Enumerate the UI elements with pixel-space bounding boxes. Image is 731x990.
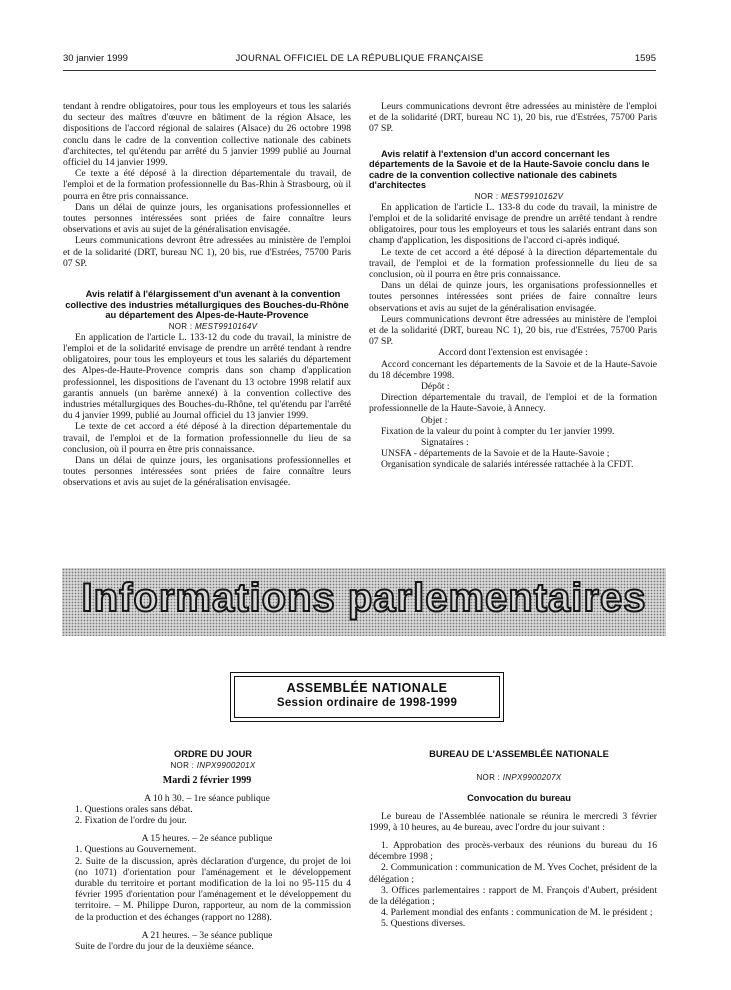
session-date: Mardi 2 février 1999 (162, 775, 252, 787)
assembly-name: ASSEMBLÉE NATIONALE (286, 681, 448, 695)
list-item: 1. Questions orales sans débat. (75, 803, 193, 815)
list-item: 3. Offices parlementaires : rapport de M. François d'Aubert, président de la délégation ; (369, 884, 657, 908)
header-rule (63, 70, 656, 71)
notice-title: Avis relatif à l'extension d'un accord concernant les départements de la Savoie et de la Haute-Savoie conclu dans le cadre de la convention collective nationale des cabinets d'architectes (369, 148, 650, 191)
ordre-du-jour-section (63, 749, 351, 952)
signataires-label: Signataires : (421, 437, 469, 449)
nor-label: NOR : (474, 191, 499, 201)
paragraph: Le texte de cet accord a été déposé à la direction départementale du travail, de l'emploi et de la formation professionnelle du lieu de sa conclusion, où il pourra en être pris connaissance. (63, 421, 351, 455)
paragraph: tendant à rendre obligatoires, pour tous les employeurs et tous les salariés du secteur des maîtres d'œuvre en bâtiment de la région Alsace, les dispositions de l'accord régional de salaires (Alsace) du 26 octobre 1998 conclu dans le cadre de la convention collective nationale des cabinets d'architectes, tel qu'étendu par arrêté du 5 janvier 1999 publié au Journal officiel du 14 janvier 1999. (63, 101, 351, 169)
paragraph: En application de l'article L. 133-12 du code du travail, la ministre de l'emploi et de la solidarité envisage de prendre un arrêté tendant à rendre obligatoires, pour tous les employeurs et tous les salariés du département des Alpes-de-Haute-Provence compris dans son champ d'application professionnel, les dispositions de l'avenant du 13 octobre 1998 relatif aux garantis annuels (un barème annexé) à la convention collective des industries métallurgiques des Bouches-du-Rhône, tel qu'étendu par l'arrêté du 4 janvier 1999, publié au Journal officiel du 13 janvier 1999. (63, 331, 351, 422)
list-item: 1. Questions au Gouvernement. (75, 844, 197, 856)
nor-reference (63, 760, 351, 771)
nor-label: NOR : (170, 761, 195, 771)
right-column (369, 101, 657, 471)
depot-label: Dépôt : (421, 381, 450, 393)
paragraph: Organisation syndicale de salariés intéressée rattachée à la CFDT. (381, 459, 634, 471)
session-heading: A 15 heures. – 2e séance publique (141, 833, 273, 845)
paragraph: Leurs communications devront être adressées au ministère de l'emploi et de la solidarité (DRT, bureau NC 1), 20 bis, rue d'Estrées, 75700 Paris 07 SP. (369, 313, 657, 348)
paragraph: Accord concernant les départements de la Savoie et de la Haute-Savoie du 18 décembre 1998. (369, 358, 657, 381)
nor-reference (369, 191, 657, 202)
left-column (63, 101, 351, 489)
section-title: ORDRE DU JOUR (174, 749, 252, 759)
paragraph: UNSFA - départements de la Savoie et de la Haute-Savoie ; (381, 448, 610, 460)
objet-label: Objet : (421, 414, 448, 426)
bureau-section (369, 749, 657, 930)
list-item: 2. Fixation de l'ordre du jour. (75, 815, 187, 827)
nor-reference (369, 772, 657, 783)
session-heading: A 21 heures. – 3e séance publique (141, 929, 273, 941)
assembly-box (230, 672, 504, 722)
nor-code: MEST9910162V (500, 191, 564, 201)
convocation-title: Convocation du bureau (467, 793, 571, 804)
section-title: BUREAU DE L'ASSEMBLÉE NATIONALE (429, 749, 609, 759)
paragraph: Fixation de la valeur du point à compter du 1er janvier 1999. (381, 425, 615, 437)
paragraph: Dans un délai de quinze jours, les organisations professionnelles et toutes personnes intéressées sont priées de faire connaître leurs observations et avis au sujet de la généralisation envisagée. (63, 454, 351, 489)
header-page-number: 1595 (634, 53, 656, 64)
header-date: 30 janvier 1999 (63, 53, 128, 64)
section-banner (62, 568, 666, 636)
paragraph: Leurs communications devront être adressées au ministère de l'emploi et de la solidarité (DRT, bureau NC 1), 20 bis, rue d'Estrées, 75700 Paris 07 SP. (369, 101, 657, 135)
extension-label: Accord dont l'extension est envisagée : (438, 347, 588, 359)
session-name: Session ordinaire de 1998-1999 (276, 697, 458, 709)
paragraph: Ce texte a été déposé à la direction départementale du travail, de l'emploi et de la formation professionnelle du Bas-Rhin à Strasbourg, où il pourra en être pris connaissance. (63, 168, 351, 202)
paragraph: Dans un délai de quinze jours, les organisations professionnelles et toutes personnes intéressées sont priées de faire connaître leurs observations et avis au sujet de la généralisation envisagée. (63, 201, 351, 236)
paragraph: Dans un délai de quinze jours, les organisations professionnelles et toutes personnes intéressées sont priées de faire connaître leurs observations et avis au sujet de la généralisation envisagée. (369, 280, 657, 314)
list-item: 1. Approbation des procès-verbaux des réunions du bureau du 16 décembre 1998 ; (369, 840, 657, 863)
list-item: Suite de l'ordre du jour de la deuxième séance. (75, 941, 254, 953)
nor-label: NOR : (476, 773, 501, 783)
list-item: 4. Parlement mondial des enfants : communication de M. le président ; (381, 907, 653, 919)
page-header (63, 53, 656, 69)
notice-title: Avis relatif à l'élargissement d'un avenant à la convention collective des industries métallurgiques des Bouches-du-Rhône au département des Alpes-de-Haute-Provence (65, 289, 349, 321)
nor-reference (63, 321, 351, 332)
list-item: 5. Questions diverses. (381, 918, 466, 930)
paragraph: Direction départementale du travail, de l'emploi et de la formation professionnelle de la Haute-Savoie, à Annecy. (369, 392, 657, 415)
banner-title: Informations parlementaires (81, 576, 647, 620)
list-item: 2. Suite de la discussion, après déclaration d'urgence, du projet de loi (no 1071) d'orientation pour l'aménagement et le développement durable du territoire et portant modification de la loi no 95-115 du 4 février 1995 d'orientation pour l'aménagement et le développement du territoire. – M. Philippe Duron, rapporteur, au nom de la commission de la production et des échanges (rapport no 1288). (75, 855, 351, 923)
session-heading: A 10 h 30. – 1re séance publique (144, 792, 270, 804)
nor-label: NOR : (168, 321, 193, 331)
paragraph: Leurs communications devront être adressées au ministère de l'emploi et de la solidarité (DRT, bureau NC 1), 20 bis, rue d'Estrées, 75700 Paris 07 SP. (63, 235, 351, 269)
assembly-box-inner (234, 676, 500, 718)
paragraph: Le texte de cet accord a été déposé à la direction départementale du travail, de l'emploi et de la formation professionnelle du lieu de sa conclusion, où il pourra en être pris connaissance. (369, 246, 657, 281)
paragraph: Le bureau de l'Assemblée nationale se réunira le mercredi 3 février 1999, à 10 heures, au 4e bureau, avec l'ordre du jour suivant : (369, 810, 657, 833)
paragraph: En application de l'article L. 133-8 du code du travail, la ministre de l'emploi et de la solidarité envisage de prendre un arrêté tendant à rendre obligatoires, pour tous les employeurs et tous les salariés entrant dans son champ d'application, les dispositions de l'accord ci-après indiqué. (369, 201, 657, 247)
nor-code: INPX9900207X (502, 773, 562, 783)
list-item: 2. Communication : communication de M. Yves Cochet, président de la délégation ; (369, 862, 657, 885)
nor-code: INPX9900201X (196, 761, 256, 771)
header-journal-title: JOURNAL OFFICIEL DE LA RÉPUBLIQUE FRANÇAISE (235, 53, 484, 64)
nor-code: MEST9910164V (194, 321, 258, 331)
